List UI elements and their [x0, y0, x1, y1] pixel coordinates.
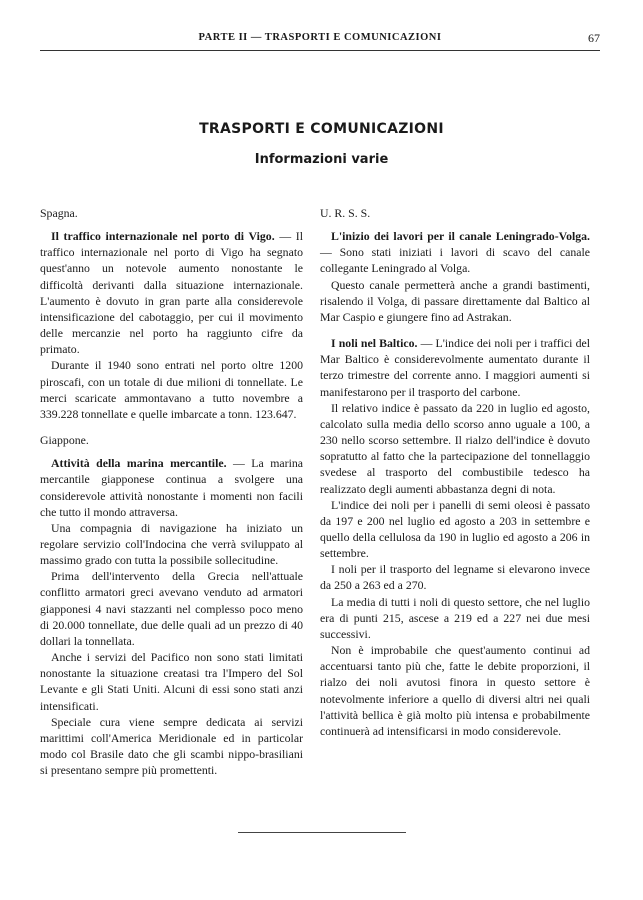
- paragraph-giappone-1-text: — La marina mercantile giapponese continua a svolgere una considerevole attività nonostante i momenti non facili che tutto il mondo attraversa.: [40, 456, 303, 519]
- paragraph-vigo-1: [40, 228, 303, 357]
- left-column: [40, 205, 303, 778]
- country-heading-spagna: Spagna.: [40, 206, 78, 220]
- footer-divider: [238, 832, 406, 833]
- article-heading-canale: L'inizio dei lavori per il canale Leningrado-Volga.: [331, 229, 590, 244]
- paragraph-giappone-4: Anche i servizi del Pacifico non sono stati limitati nonostante la situazione creatasi tra l'Impero del Sol Levante e gli Stati Uniti. Alcuni di essi sono stati anzi intensificati.: [40, 650, 303, 713]
- article-heading-noli: I noli nel Baltico.: [331, 336, 418, 351]
- paragraph-vigo-2: Durante il 1940 sono entrati nel porto oltre 1200 piroscafi, con un totale di due milioni di tonnellate. Le merci scaricate ammontavano a tutto novembre a 339.228 tonnellate e quelle imbarcate a tonn. 123.647.: [40, 358, 303, 421]
- paragraph-noli-1: [320, 335, 590, 400]
- page-number: 67: [588, 31, 600, 45]
- paragraph-canale-1: [320, 228, 590, 276]
- paragraph-noli-5: La media di tutti i noli di questo settore, che nel luglio era di punti 215, ascese a 219 ed a 227 nei due mesi successivi.: [320, 594, 590, 641]
- paragraph-noli-2: Il relativo indice è passato da 220 in luglio ed agosto, calcolato sulla media dello scorso anno uguale a 100, a 230 nello scorso settembre. Il rialzo dell'indice è dovuto sopratutto al fatto che la partecipazione del tonnellaggio svedese al trasporto del combustibile tedesco ha realizzato degli aumenti abbastanza degni di nota.: [320, 400, 590, 496]
- article-heading-vigo: Il traffico internazionale nel porto di Vigo.: [51, 229, 275, 244]
- paragraph-canale-1-text: — Sono stati iniziati i lavori di scavo del canale collegante Leningrado al Volga.: [320, 245, 590, 276]
- paragraph-canale-2: Questo canale permetterà anche a grandi bastimenti, risalendo il Volga, di passare direttamente dal Baltico al Mar Caspio e giungere fino ad Astrakan.: [320, 277, 590, 324]
- paragraph-noli-1-text: — L'indice dei noli per i traffici del Mar Baltico è considerevolmente aumentato durante il terzo trimestre del corrente anno. I maggiori aumenti si manifestarono per il trasporto del carbone.: [320, 336, 590, 399]
- paragraph-giappone-3: Prima dell'intervento della Grecia nell'attuale conflitto armatori greci avevano venduto ad armatori giapponesi 4 navi stazzanti nel complesso poco meno di 20.000 tonnellate, due delle quali ad un prezzo di 40 dollari la tonnellata.: [40, 569, 303, 648]
- running-header: [40, 30, 600, 51]
- paragraph-noli-3: L'indice dei noli per i panelli di semi oleosi è passato da 197 e 200 nel luglio ed agosto a 203 in settembre e quello della cellulosa da 190 in luglio ed agosto a 206 in settembre.: [320, 497, 590, 561]
- article-heading-marina: Attività della marina mercantile.: [51, 456, 227, 471]
- section-subtitle: Informazioni varie: [254, 152, 389, 167]
- paragraph-giappone-5: Speciale cura viene sempre dedicata ai servizi marittimi coll'America Meridionale ed in particolar modo col Brasile dato che gli scambi nippo-brasiliani si presentano sempre più promettenti.: [40, 714, 303, 778]
- paragraph-vigo-1-text: — Il traffico internazionale nel porto di Vigo ha segnato quest'anno un notevole aumento nonostante le difficoltà derivanti dalla situazione internazionale. L'aumento è dovuto in gran parte alla considerevole intensificazione del cabotaggio, per cui il movimento delle mercanzie nel porto ha raggiunto cifre da primato.: [40, 229, 304, 357]
- country-heading-giappone: Giappone.: [40, 433, 89, 448]
- right-column: [320, 205, 590, 739]
- country-heading-urss: U. R. S. S.: [320, 206, 371, 220]
- paragraph-noli-6: Non è improbabile che quest'aumento continui ad accentuarsi tanto più che, fatte le debite proporzioni, il rialzo dei noli avutosi finora in questo settore è notevolmente inferiore a quello di diversi altri nei quali l'attività bellica è già molto più intensa e probabilmente continuerà ad intensificarsi in modo considerevole.: [320, 643, 590, 738]
- section-title: TRASPORTI E COMUNICAZIONI: [199, 121, 444, 137]
- running-header-title: PARTE II — TRASPORTI E COMUNICAZIONI: [198, 32, 442, 43]
- paragraph-noli-4: I noli per il trasporto del legname si elevarono invece da 250 a 263 ed a 270.: [320, 562, 590, 593]
- paragraph-giappone-1: [40, 455, 303, 520]
- paragraph-giappone-2: Una compagnia di navigazione ha iniziato un regolare servizio coll'Indocina che verrà sviluppato al massimo grado con tutta la possibile sollecitudine.: [40, 520, 303, 568]
